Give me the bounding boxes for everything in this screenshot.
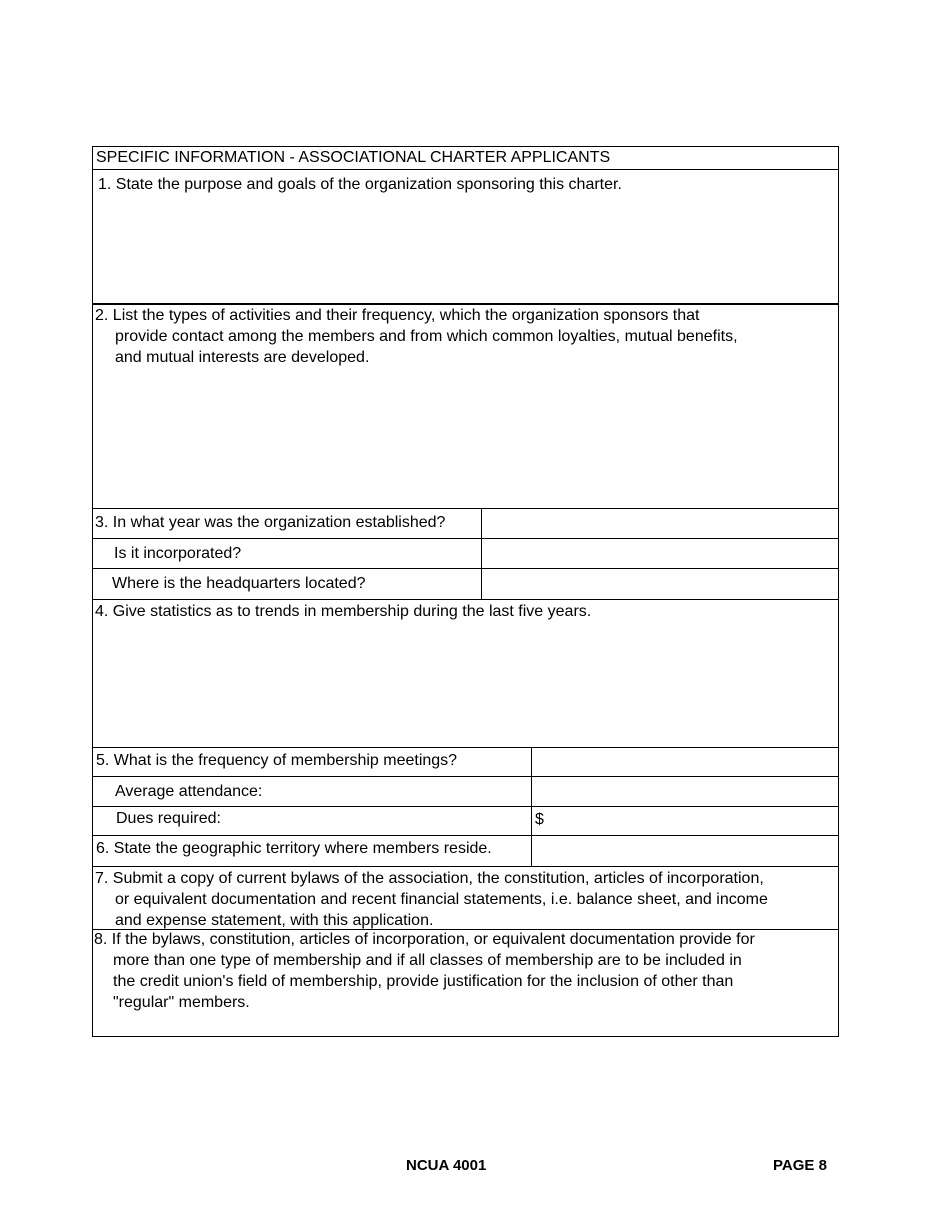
question-5-frequency-field[interactable] (532, 748, 838, 776)
question-5-dues-field[interactable] (532, 807, 838, 835)
question-5-attendance-label: Average attendance: (115, 783, 263, 800)
question-4-label: 4. Give statistics as to trends in membership during the last five years. (95, 603, 592, 620)
question-3-incorporated-label: Is it incorporated? (114, 545, 242, 562)
question-7-label: 7. Submit a copy of current bylaws of the association, the constitution, articles of incorporation, or equivalent documentation and recent financial statements, i.e. balance sheet, and income and expense statement, with this application. (95, 870, 768, 929)
question-5-attendance-field[interactable] (532, 777, 838, 806)
question-8-label: 8. If the bylaws, constitution, articles of incorporation, or equivalent documentation provide for more than one type of membership and if all classes of membership are to be included in the credit union's field of membership, provide justification for the inclusion of other than "regular" members. (94, 931, 755, 1011)
question-1-answer-area[interactable] (93, 196, 838, 302)
question-6-label: 6. State the geographic territory where members reside. (96, 840, 492, 857)
question-3-incorporated-field[interactable] (482, 539, 838, 568)
question-5-dues-label: Dues required: (116, 810, 221, 827)
question-4-answer-area[interactable] (93, 624, 838, 746)
form-number: NCUA 4001 (406, 1157, 487, 1174)
question-1-label: 1. State the purpose and goals of the organization sponsoring this charter. (98, 176, 622, 193)
question-8-answer-area[interactable] (93, 1014, 838, 1036)
question-3-year-field[interactable] (482, 509, 838, 538)
form-header: SPECIFIC INFORMATION - ASSOCIATIONAL CHARTER APPLICANTS (96, 149, 611, 166)
question-3-headquarters-label: Where is the headquarters located? (112, 575, 366, 592)
question-6-field[interactable] (532, 836, 838, 866)
question-5-frequency-label: 5. What is the frequency of membership meetings? (96, 752, 458, 769)
question-2-answer-area[interactable] (93, 372, 838, 506)
dues-currency-symbol: $ (535, 811, 544, 828)
question-3-headquarters-field[interactable] (482, 569, 838, 599)
question-3-year-label: 3. In what year was the organization established? (95, 514, 446, 531)
question-2-label: 2. List the types of activities and their frequency, which the organization sponsors that provide contact among the members and from which common loyalties, mutual benefits, and mutual interests are developed. (95, 307, 738, 366)
page-number: PAGE 8 (773, 1157, 827, 1174)
